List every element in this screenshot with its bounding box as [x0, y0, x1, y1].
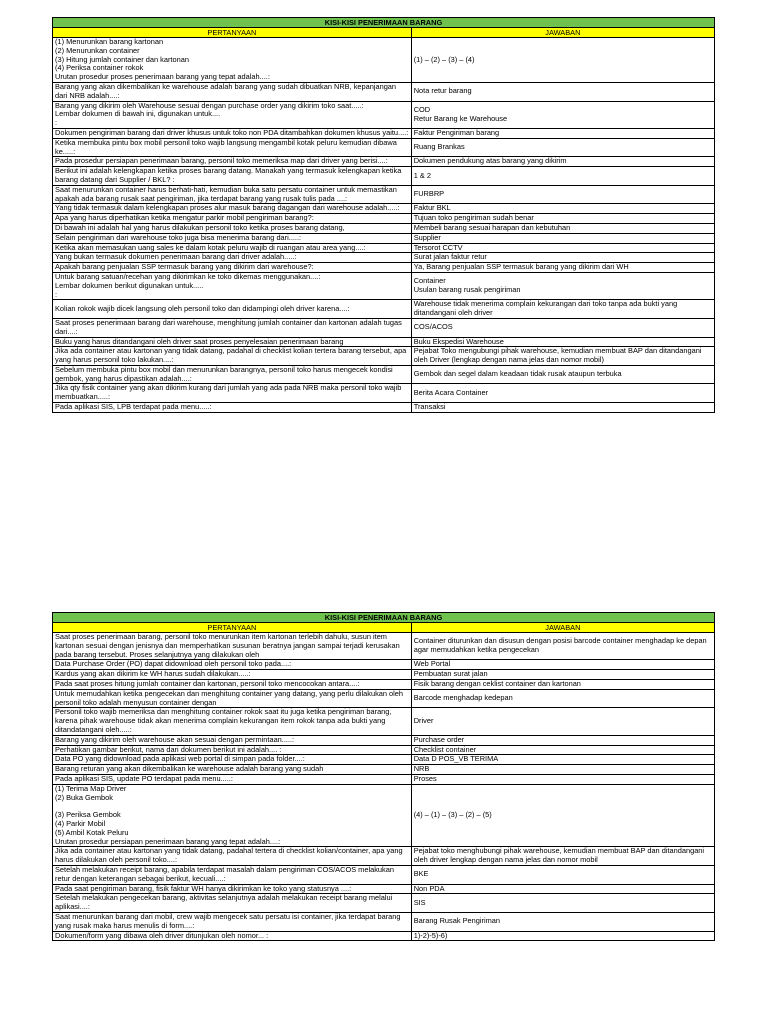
- answer-key-table-2: [52, 612, 715, 941]
- table-row: [53, 300, 715, 319]
- question-cell: Berikut ini adalah kelengkapan ketika proses barang datang. Manakah yang termasuk kelengkapan ketika barang datang dari Supplier / BKL? :: [53, 167, 412, 186]
- question-cell: Yang tidak termasuk dalam kelengkapan proses alur masuk barang dagangan dari warehouse adalah.....:: [53, 204, 412, 214]
- question-cell: (1) Menurunkan barang kartonan (2) Menurunkan container (3) Hitung jumlah container dan kartonan (4) Periksa container rokok Urutan prosedur proses penerimaan barang yang tepat adalah....:: [53, 38, 412, 83]
- table-row: [53, 931, 715, 941]
- table-row: [53, 185, 715, 204]
- table-row: [53, 233, 715, 243]
- table-row: [53, 38, 715, 83]
- table-row: [53, 243, 715, 253]
- answer-cell: COD Retur Barang ke Warehouse: [411, 101, 714, 128]
- answer-column-header: JAWABAN: [411, 28, 714, 38]
- answer-cell: Nota retur barang: [411, 82, 714, 101]
- question-cell: Apakah barang penjualan SSP termasuk barang yang dikirim dari warehouse?:: [53, 263, 412, 273]
- table-row: [53, 847, 715, 866]
- table-row: [53, 101, 715, 128]
- answer-cell: Proses: [411, 774, 714, 784]
- question-cell: Ketika akan memasukan uang sales ke dalam kotak peluru wajib di ruangan atau area yang....:: [53, 243, 412, 253]
- question-cell: Saat menurunkan container harus berhati-hati, kemudian buka satu persatu container untuk memastikan apakah ada barang rusak saat pengiriman, jika terdapat barang yang rusak tulis pada ....:: [53, 185, 412, 204]
- question-cell: Pada prosedur persiapan penerimaan barang, personil toko memeriksa map dari driver yang berisi....:: [53, 157, 412, 167]
- answer-cell: Warehouse tidak menerima complain kekurangan dari toko tanpa ada bukti yang ditandangani oleh driver: [411, 300, 714, 319]
- question-cell: (1) Terima Map Driver (2) Buka Gembok (3) Periksa Gembok (4) Parkir Mobil (5) Ambil Kotak Peluru Urutan prosedur persiapan penerimaan barang yang tepat adalah....:: [53, 784, 412, 847]
- answer-cell: Barang Rusak Pengiriman: [411, 912, 714, 931]
- question-cell: Perhatikan gambar berikut, nama dari dokumen berikut ini adalah.... :: [53, 745, 412, 755]
- answer-cell: Purchase order: [411, 735, 714, 745]
- table-row: [53, 784, 715, 847]
- table-row: [53, 670, 715, 680]
- question-cell: Jika ada container atau kartonan yang tidak datang, padahal di checklist kolian tertera barang tersebut, apa yang harus personil toko lakukan....:: [53, 347, 412, 366]
- question-cell: Selain pengiriman dari warehouse toko juga bisa menerima barang dari.....:: [53, 233, 412, 243]
- question-cell: Saat menurunkan barang dari mobil, crew wajib mengecek satu persatu isi container, jika terdapat barang yang rusak maka harus menulis di form....:: [53, 912, 412, 931]
- answer-cell: Berita Acara Container: [411, 384, 714, 403]
- answer-cell: (4) – (1) – (3) – (2) – (5): [411, 784, 714, 847]
- question-column-header: PERTANYAAN: [53, 623, 412, 633]
- answer-cell: SIS: [411, 894, 714, 913]
- answer-cell: Pejabat toko menghubungi pihak warehouse, kemudian membuat BAP dan ditandangani oleh driver lengkap dengan nama jelas dan nomor mobil: [411, 847, 714, 866]
- question-cell: Jika ada container atau kartonan yang tidak datang, padahal tertera di checklist kolian/container, apa yang harus dilakukan oleh personil toko....:: [53, 847, 412, 866]
- table-row: [53, 138, 715, 157]
- question-cell: Setelah melakukan receipt barang, apabila terdapat masalah dalam pengiriman COS/ACOS melakukan retur dengan keterangan sebagai berikut, kecuali....:: [53, 865, 412, 884]
- question-cell: Kolian rokok wajib dicek langsung oleh personil toko dan didampingi oleh driver karena....:: [53, 300, 412, 319]
- answer-cell: Ya, Barang penjualan SSP termasuk barang yang dikirim dari WH: [411, 263, 714, 273]
- table-row: [53, 755, 715, 765]
- question-column-header: PERTANYAAN: [53, 28, 412, 38]
- table-row: [53, 765, 715, 775]
- table-row: [53, 82, 715, 101]
- question-cell: Dokumen pengiriman barang dari driver khusus untuk toko non PDA ditambahkan dokumen khusus yaitu....:: [53, 128, 412, 138]
- answer-cell: Container Usulan barang rusak pengiriman: [411, 272, 714, 299]
- table-header-row: [53, 623, 715, 633]
- answer-cell: NRB: [411, 765, 714, 775]
- answer-cell: Non PDA: [411, 884, 714, 894]
- table-title: KISI-KISI PENERIMAAN BARANG: [53, 613, 715, 623]
- question-cell: Buku yang harus ditandangani oleh driver saat proses penyelesaian penerimaan barang: [53, 337, 412, 347]
- answer-cell: Data D POS_VB TERIMA: [411, 755, 714, 765]
- answer-cell: Gembok dan segel dalam keadaan tidak rusak ataupun terbuka: [411, 365, 714, 384]
- question-cell: Pada aplikasi SIS, update PO terdapat pada menu.....:: [53, 774, 412, 784]
- table-row: [53, 679, 715, 689]
- answer-cell: Faktur BKL: [411, 204, 714, 214]
- table-row: [53, 347, 715, 366]
- answer-cell: Dokumen pendukung atas barang yang dikirim: [411, 157, 714, 167]
- table-row: [53, 223, 715, 233]
- question-cell: Dokumen/form yang dibawa oleh driver ditunjukan oleh nomor... :: [53, 931, 412, 941]
- answer-column-header: JAWABAN: [411, 623, 714, 633]
- table-row: [53, 894, 715, 913]
- question-cell: Barang yang akan dikembalikan ke warehouse adalah barang yang sudah dibuatkan NRB, kepanjangan dari NRB adalah....:: [53, 82, 412, 101]
- answer-cell: Tujuan toko pengiriman sudah benar: [411, 214, 714, 224]
- question-cell: Apa yang harus diperhatikan ketika mengatur parkir mobil pengiriman barang?:: [53, 214, 412, 224]
- question-cell: Saat proses penerimaan barang, personil toko menurunkan item kartonan terlebih dahulu, susun item kartonan sesuai dengan jenisnya dan memperhatikan susunan beratnya jangan sampai terjadi kerusakan pada barang tersebut. Proses selanjutnya yang dilakukan oleh: [53, 633, 412, 660]
- question-cell: Untuk memudahkan ketika pengecekan dan menghitung container yang datang, yang perlu dilakukan oleh personil toko adalah menyusun container dengan: [53, 689, 412, 708]
- question-cell: Ketika membuka pintu box mobil personil toko wajib langsung mengambil kotak peluru kemudian dibawa ke.....:: [53, 138, 412, 157]
- question-cell: Pada aplikasi SIS, LPB terdapat pada menu.....:: [53, 403, 412, 413]
- table-row: [53, 774, 715, 784]
- table-row: [53, 689, 715, 708]
- answer-cell: Barcode menghadap kedepan: [411, 689, 714, 708]
- answer-cell: Surat jalan faktur retur: [411, 253, 714, 263]
- table-row: [53, 167, 715, 186]
- table-row: [53, 708, 715, 735]
- question-cell: Barang yang dikirim oleh warehouse akan sesuai dengan permintaan.....:: [53, 735, 412, 745]
- table-title-row: [53, 613, 715, 623]
- answer-cell: FURBRP: [411, 185, 714, 204]
- question-cell: Kardus yang akan dikirim ke WH harus sudah dilakukan.....:: [53, 670, 412, 680]
- table-row: [53, 865, 715, 884]
- table-header-row: [53, 28, 715, 38]
- question-cell: Untuk barang satuan/recehan yang dikirimkan ke toko dikemas menggunakan....: Lembar dokumen berikut digunakan untuk..... :: [53, 272, 412, 299]
- table-title-row: [53, 18, 715, 28]
- question-cell: Data Purchase Order (PO) dapat didownload oleh personil toko pada....:: [53, 660, 412, 670]
- table-row: [53, 745, 715, 755]
- question-cell: Sebelum membuka pintu box mobil dan menurunkan barangnya, personil toko harus mengecek kondisi gembok, yang harus dipastikan adalah....:: [53, 365, 412, 384]
- table-row: [53, 403, 715, 413]
- question-cell: Di bawah ini adalah hal yang harus dilakukan personil toko ketika proses barang datang,: [53, 223, 412, 233]
- question-cell: Data PO yang didownload pada aplikasi web portal di simpan pada folder....:: [53, 755, 412, 765]
- question-cell: Barang yang dikirim oleh Warehouse sesuai dengan purchase order yang dikirim toko saat.....: Lembar dokumen di bawah ini, digunakan untuk.... :: [53, 101, 412, 128]
- answer-cell: BKE: [411, 865, 714, 884]
- table-row: [53, 912, 715, 931]
- answer-cell: Fisik barang dengan ceklist container dan kartonan: [411, 679, 714, 689]
- answer-cell: Membeli barang sesuai harapan dan kebutuhan: [411, 223, 714, 233]
- table-row: [53, 384, 715, 403]
- question-cell: Barang returan yang akan dikembalikan ke warehouse adalah barang yang sudah: [53, 765, 412, 775]
- question-cell: Saat proses penerimaan barang dari warehouse, menghitung jumlah container dan kartonan adalah tugas dari....:: [53, 318, 412, 337]
- table-row: [53, 884, 715, 894]
- table-row: [53, 337, 715, 347]
- table-row: [53, 633, 715, 660]
- answer-cell: (1) – (2) – (3) – (4): [411, 38, 714, 83]
- answer-cell: 1)-2)-5)-6): [411, 931, 714, 941]
- answer-cell: Pejabat Toko mengubungi pihak warehouse, kemudian membuat BAP dan ditandangani oleh Driver (lengkap dengan nama jelas dan nomor mobil): [411, 347, 714, 366]
- question-cell: Pada saat pengiriman barang, fisik faktur WH hanya dikirimkan ke toko yang statusnya ....:: [53, 884, 412, 894]
- answer-cell: Faktur Pengiriman barang: [411, 128, 714, 138]
- table-row: [53, 318, 715, 337]
- question-cell: Personil toko wajib memeriksa dan menghitung container rokok saat itu juga ketika pengiriman barang, karena pihak warehouse tidak akan menerima complain kekurangan item rokok tanpa ada bukti yang ditandatangani oleh.....:: [53, 708, 412, 735]
- answer-cell: Checklist container: [411, 745, 714, 755]
- answer-key-table-1: [52, 17, 715, 413]
- answer-cell: Web Portal: [411, 660, 714, 670]
- answer-cell: Ruang Brankas: [411, 138, 714, 157]
- answer-cell: 1 & 2: [411, 167, 714, 186]
- answer-cell: Tersorot CCTV: [411, 243, 714, 253]
- table-row: [53, 128, 715, 138]
- table-row: [53, 365, 715, 384]
- question-cell: Setelah melakukan pengecekan barang, aktivitas selanjutnya adalah melakukan receipt barang melalui aplikasi....:: [53, 894, 412, 913]
- table-row: [53, 157, 715, 167]
- answer-cell: Buku Ekspedisi Warehouse: [411, 337, 714, 347]
- answer-cell: Container diturunkan dan disusun dengan posisi barcode container menghadap ke depan agar memudahkan ketika pengecekan: [411, 633, 714, 660]
- table-row: [53, 660, 715, 670]
- answer-cell: Pembuatan surat jalan: [411, 670, 714, 680]
- question-cell: Pada saat proses hitung jumlah container dan kartonan, personil toko mencocokan antara....:: [53, 679, 412, 689]
- question-cell: Yang bukan termasuk dokumen penerimaan barang dari driver adalah.....:: [53, 253, 412, 263]
- table-row: [53, 253, 715, 263]
- table-row: [53, 214, 715, 224]
- question-cell: Jika qty fisik container yang akan dikirim kurang dari jumlah yang ada pada NRB maka personil toko wajib membuatkan.....:: [53, 384, 412, 403]
- answer-cell: Transaksi: [411, 403, 714, 413]
- answer-cell: COS/ACOS: [411, 318, 714, 337]
- table-row: [53, 272, 715, 299]
- table-row: [53, 735, 715, 745]
- table-row: [53, 204, 715, 214]
- answer-cell: Driver: [411, 708, 714, 735]
- table-title: KISI-KISI PENERIMAAN BARANG: [53, 18, 715, 28]
- table-row: [53, 263, 715, 273]
- answer-cell: Supplier: [411, 233, 714, 243]
